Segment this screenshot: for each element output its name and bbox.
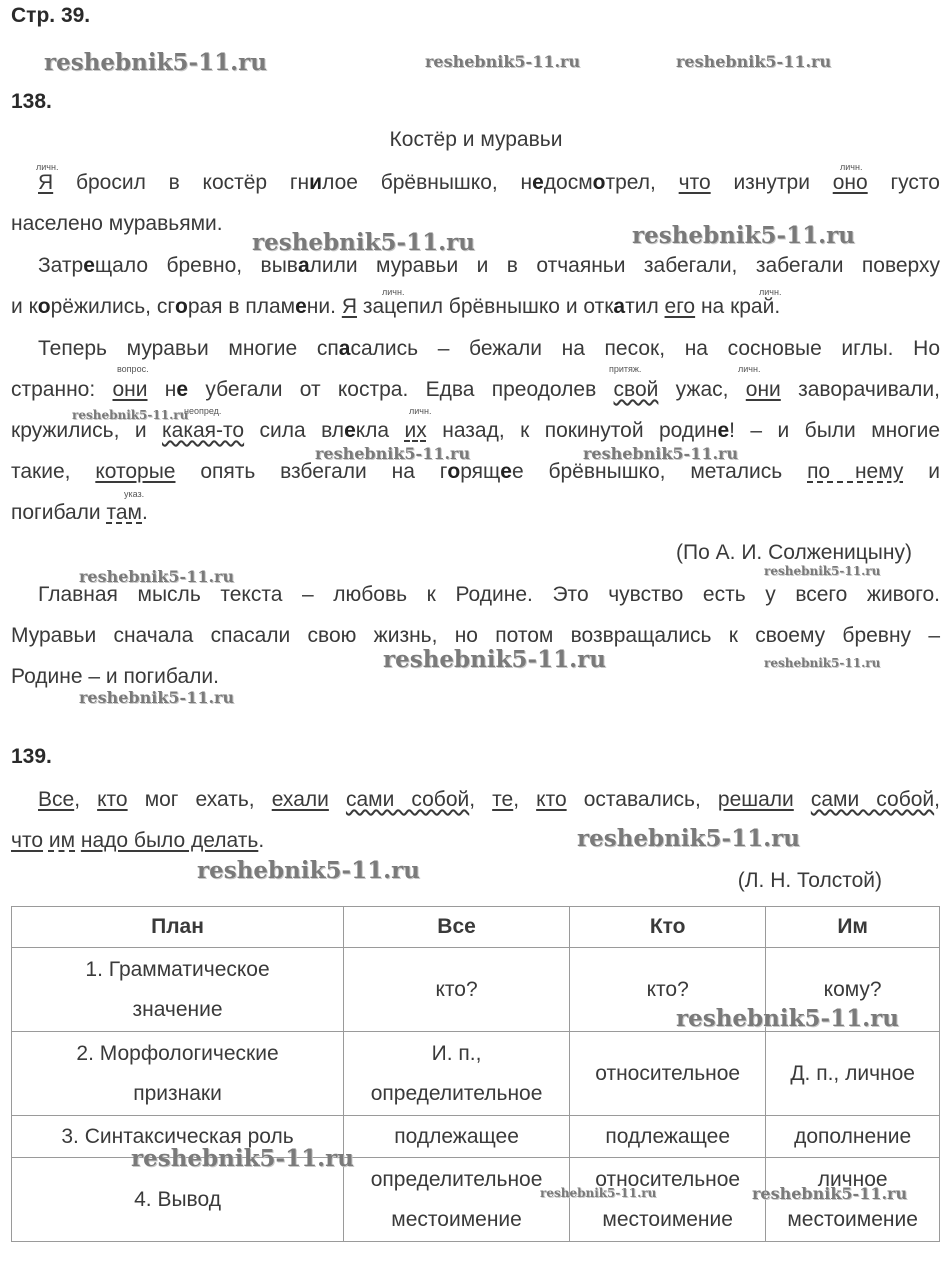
table-cell: 2. Морфологические признаки (12, 1032, 344, 1116)
sentence-word: Все (38, 788, 75, 811)
sentence-word: сами собой (345, 788, 470, 811)
exercise-number: 138. (11, 90, 52, 113)
label-lichn: личн. (36, 162, 59, 172)
table-cell: дополнение (766, 1116, 940, 1158)
text-line: Теперь муравьи многие спасались – бежали на песок, на сосновые иглы. Но (38, 337, 941, 360)
table-header: План (12, 907, 344, 948)
author: (Л. Н. Толстой) (737, 869, 882, 892)
table-cell: 1. Грамматическое значение (12, 948, 344, 1032)
table-cell: определительное местоимение (344, 1158, 570, 1242)
pronoun: по нему (807, 460, 904, 483)
pronoun: свой (613, 378, 659, 401)
watermark: reshebnik5-11.ru (72, 408, 189, 422)
text-line: Главная мысль текста – любовь к Родине. Это чувство есть у всего живого. (38, 583, 940, 606)
label-neopred: неопред. (184, 406, 222, 416)
table-cell: личное местоимение (766, 1158, 940, 1242)
pronoun: какая-то (162, 419, 245, 442)
pronoun: там (106, 501, 142, 524)
text-line: что им надо было делать. (11, 829, 265, 852)
pronoun: которые (95, 460, 176, 483)
sentence-word: решали (717, 788, 794, 811)
table-header-row (12, 907, 940, 948)
watermark: reshebnik5-11.ru (315, 444, 471, 463)
sentence-word: ехали (271, 788, 329, 811)
watermark: reshebnik5-11.ru (131, 1145, 354, 1172)
pronoun: оно (832, 171, 868, 194)
text-line: странно: они не убегали от костра. Едва преодолев свой ужас, они заворачивали, (11, 378, 940, 401)
table-row (12, 1032, 940, 1116)
author: (По А. И. Солженицыну) (676, 541, 912, 564)
watermark: reshebnik5-11.ru (79, 567, 235, 586)
label-lichn: личн. (759, 287, 782, 297)
pronoun: его (664, 295, 696, 318)
sentence-word: те (492, 788, 514, 811)
text-line: кружились, и какая-то сила влекла их назад, к покинутой родине! – и были многие (11, 419, 940, 442)
pronoun: Я (341, 295, 357, 318)
table-cell: Д. п., личное (766, 1032, 940, 1116)
watermark: reshebnik5-11.ru (676, 52, 832, 71)
table-cell: подлежащее (344, 1116, 570, 1158)
sentence-word: кто (97, 788, 128, 811)
label-lichn: личн. (738, 364, 761, 374)
pronoun: Я (38, 171, 54, 194)
watermark: reshebnik5-11.ru (383, 646, 606, 673)
table-cell: кому? (766, 948, 940, 1032)
sentence-word: кто (536, 788, 567, 811)
watermark: reshebnik5-11.ru (79, 688, 235, 707)
watermark: reshebnik5-11.ru (577, 825, 800, 852)
sentence-word: им (48, 829, 76, 852)
label-vopros: вопрос. (117, 364, 149, 374)
table-cell: И. п., определительное (344, 1032, 570, 1116)
table-header: Им (766, 907, 940, 948)
page-header: Стр. 39. (11, 4, 91, 27)
watermark: reshebnik5-11.ru (252, 229, 475, 256)
label-lichn: личн. (409, 406, 432, 416)
watermark: reshebnik5-11.ru (425, 52, 581, 71)
watermark: reshebnik5-11.ru (676, 1005, 899, 1032)
text-line: и корёжились, сгорая в пламени. Я зацепил брёвнышко и откатил его на край. (11, 295, 781, 318)
label-ukaz: указ. (124, 489, 145, 499)
watermark: reshebnik5-11.ru (583, 444, 739, 463)
text-line: населено муравьями. (11, 212, 223, 235)
text-line: Я бросил в костёр гнилое брёвнышко, недосмотрел, что изнутри оно густо (38, 171, 940, 194)
pronoun: что (678, 171, 711, 194)
table-cell: подлежащее (570, 1116, 766, 1158)
text-line: Затрещало бревно, вывалили муравьи и в отчаяньи забегали, забегали поверху (38, 254, 940, 277)
watermark: reshebnik5-11.ru (632, 222, 855, 249)
table-cell: 3. Синтаксическая роль (12, 1116, 344, 1158)
text-line: Муравьи сначала спасали свою жизнь, но потом возвращались к своему бревну – (11, 624, 940, 647)
text-line: Все, кто мог ехать, ехали сами собой, те, кто оставались, решали сами собой, (38, 788, 940, 811)
label-lichn: личн. (840, 162, 863, 172)
sentence-word: надо было делать (80, 829, 259, 852)
watermark: reshebnik5-11.ru (197, 857, 420, 884)
table-cell: 4. Вывод (12, 1158, 344, 1242)
watermark: reshebnik5-11.ru (752, 1184, 908, 1203)
watermark: reshebnik5-11.ru (540, 1186, 657, 1200)
watermark: reshebnik5-11.ru (764, 564, 881, 578)
exercise-number: 139. (11, 745, 52, 768)
table-cell: относительное местоимение (570, 1158, 766, 1242)
sentence-word: сами собой (810, 788, 935, 811)
text-title: Костёр и муравьи (389, 128, 563, 151)
table-cell: кто? (570, 948, 766, 1032)
table-cell: кто? (344, 948, 570, 1032)
pronoun: их (404, 419, 427, 442)
pronoun: они (745, 378, 781, 401)
sentence-word: что (11, 829, 44, 852)
table-cell: относительное (570, 1032, 766, 1116)
label-lichn: личн. (382, 287, 405, 297)
watermark: reshebnik5-11.ru (44, 49, 267, 76)
label-prityazh: притяж. (609, 364, 642, 374)
text-line: Родине – и погибали. (11, 665, 219, 688)
pronoun: они (112, 378, 148, 401)
table-header: Все (344, 907, 570, 948)
text-line: такие, которые опять взбегали на горящее брёвнышко, метались по нему и (11, 460, 940, 483)
table-header: Кто (570, 907, 766, 948)
text-line: погибали там. (11, 501, 148, 524)
watermark: reshebnik5-11.ru (764, 656, 881, 670)
